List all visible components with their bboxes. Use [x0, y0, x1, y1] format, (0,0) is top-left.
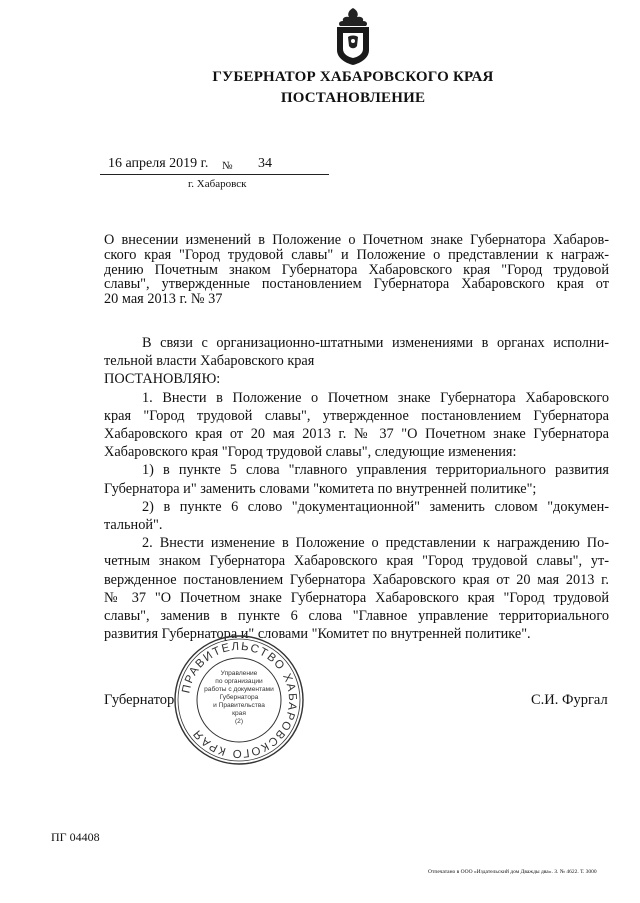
- paragraph-2-line: № 37 "О Почетном знаке Губернатора Хабаровского края "Город трудовой: [104, 589, 609, 606]
- seal-center-line: Губернатора: [219, 694, 259, 701]
- seal-center-line: края: [232, 710, 246, 717]
- issuer-title: ГУБЕРНАТОР ХАБАРОВСКОГО КРАЯ: [212, 69, 494, 85]
- item-1-1-line: Губернатора и" заменить словами "комитета по внутренней политике";: [104, 480, 537, 497]
- subject-line: ского края "Город трудовой славы" и Положение о представлении к награж-: [104, 246, 609, 263]
- seal-center-line: Управление: [220, 670, 258, 677]
- subject-line: дению Почетным знаком Губернатора Хабаровского края "Город трудовой: [104, 261, 609, 278]
- paragraph-1-line: края "Город трудовой славы", утвержденное постановлением Губернатора: [104, 407, 609, 424]
- paragraph-1-line: Хабаровского края "Город трудовой славы", следующие изменения:: [104, 444, 517, 461]
- paragraph-1-line: 1. Внести в Положение о Почетном знаке Губернатора Хабаровского: [142, 389, 609, 406]
- paragraph-2-line: 2. Внести изменение в Положение о представлении к награждению По-: [142, 535, 609, 552]
- date-underline: [100, 174, 329, 175]
- signatory-position: Губернатор: [104, 692, 175, 708]
- decree-word: ПОСТАНОВЛЯЮ:: [104, 371, 221, 388]
- form-code: ПГ 04408: [51, 830, 100, 844]
- seal-center-line: (2): [234, 718, 244, 725]
- seal-center-line: по организации: [215, 678, 263, 685]
- document-city: г. Хабаровск: [188, 178, 247, 190]
- printer-note: Отпечатано в ООО «Издательский дом Дважды два». З. № 4622. Т. 3000: [428, 869, 597, 875]
- subject-line: О внесении изменений в Положение о Почетном знаке Губернатора Хабаров-: [104, 232, 609, 248]
- seal-center-line: и Правительства: [213, 702, 265, 709]
- seal-ring-text: ПРАВИТЕЛЬСТВО ХАБАРОВСКОГО КРАЯ: [180, 640, 299, 760]
- document-type: ПОСТАНОВЛЕНИЕ: [280, 90, 426, 106]
- paragraph-1-line: Хабаровского края от 20 мая 2013 г. № 37 "О Почетном знаке Губернатора: [104, 426, 609, 443]
- paragraph-2-line: славы", заменив в пункте 6 слова "Главное управление территориального: [104, 608, 609, 625]
- document-number: 34: [258, 156, 272, 171]
- item-1-1-line: 1) в пункте 5 слова "главного управления территориального развития: [142, 462, 609, 479]
- official-seal-stamp: [171, 632, 307, 768]
- preamble-line: тельной власти Хабаровского края: [104, 353, 315, 370]
- item-1-2-line: тальной".: [104, 517, 163, 534]
- subject-line: славы", утвержденные постановлением Губернатора Хабаровского края от: [104, 276, 609, 293]
- preamble-line: В связи с организационно-штатными изменениями в органах исполни-: [142, 335, 609, 351]
- preamble: [104, 334, 609, 643]
- item-1-2-line: 2) в пункте 6 слово "документационной" заменить словом "докумен-: [142, 498, 609, 515]
- paragraph-2-line: вержденное постановлением Губернатора Хабаровского края от 20 мая 2013 г.: [104, 571, 609, 588]
- document-subject: [104, 233, 609, 307]
- subject-line: 20 мая 2013 г. № 37: [104, 291, 223, 308]
- number-label: №: [222, 160, 233, 172]
- coat-of-arms-emblem: [329, 6, 377, 66]
- seal-center-line: работы с документами: [204, 686, 274, 693]
- paragraph-2-line: развития Губернатора и" словами "Комитет по внутренней политике".: [104, 626, 531, 643]
- document-date: 16 апреля 2019 г.: [108, 156, 209, 171]
- paragraph-2-line: четным знаком Губернатора Хабаровского края "Город трудовой славы", ут-: [104, 553, 609, 570]
- signatory-name: С.И. Фургал: [531, 692, 608, 708]
